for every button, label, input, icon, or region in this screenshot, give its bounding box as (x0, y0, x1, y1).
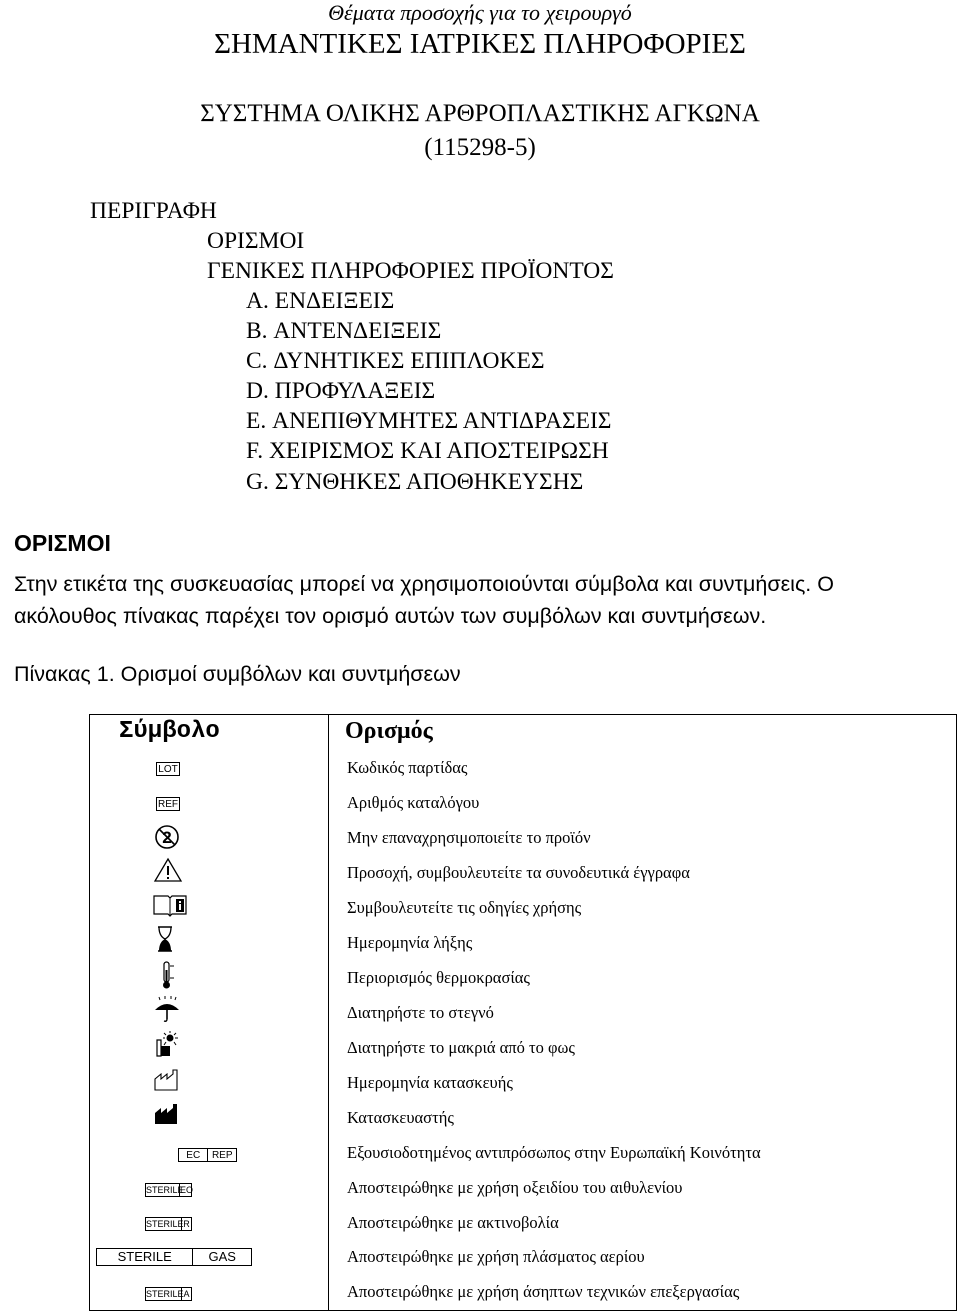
consult-instructions-icon (152, 893, 188, 917)
caution-triangle-icon (153, 857, 183, 883)
rep-label: REP (207, 1149, 236, 1161)
toc-item: B. ΑΝΤΕΝΔΕΙΞΕΙΣ (246, 318, 442, 344)
definition-text: Αποστειρώθηκε με χρήση πλάσματος αερίου (347, 1247, 645, 1266)
manufacturer-icon (153, 1102, 181, 1126)
column-header-symbol: Σύμβολο (119, 718, 220, 745)
definition-text: Ημερομηνία κατασκευής (347, 1073, 513, 1092)
definition-text: Κατασκευαστής (347, 1108, 454, 1127)
do-not-reuse-icon (154, 824, 180, 850)
table-caption: Πίνακας 1. Ορισμοί συμβόλων και συντμήσεων (14, 662, 461, 686)
lot-box-icon: LOT (156, 762, 180, 776)
definition-text: Αριθμός καταλόγου (347, 793, 480, 812)
a-label: A (181, 1288, 191, 1300)
definition-text: Προσοχή, συμβουλευτείτε τα συνοδευτικά έγγραφα (347, 863, 690, 882)
definition-text: Περιορισμός θερμοκρασίας (347, 968, 530, 987)
hourglass-icon (156, 925, 174, 953)
column-header-definition: Ορισμός (345, 718, 433, 744)
definition-text: Αποστειρώθηκε με ακτινοβολία (347, 1213, 559, 1232)
sterile-label: STERILE (146, 1289, 184, 1299)
toc-item: C. ΔΥΝΗΤΙΚΕΣ ΕΠΙΠΛΟΚΕΣ (246, 348, 545, 374)
symbols-table (89, 714, 957, 1311)
system-title: ΣΥΣΤΗΜΑ ΟΛΙΚΗΣ ΑΡΘΡΟΠΛΑΣΤΙΚΗΣ ΑΓΚΩΝΑ (200, 100, 760, 127)
thermometer-icon (158, 960, 176, 990)
section-heading: ΟΡΙΣΜΟΙ (14, 530, 111, 556)
definition-text: Ημερομηνία λήξης (347, 933, 473, 952)
definition-text: Διατηρήστε το μακριά από το φως (347, 1038, 575, 1057)
document-subtitle: Θέματα προσοχής για το χειρουργό (328, 0, 632, 25)
manufacture-date-icon (153, 1068, 181, 1092)
definition-text: Κωδικός παρτίδας (347, 758, 468, 777)
ec-rep-icon (178, 1148, 237, 1162)
document-title: ΣΗΜΑΝΤΙΚΕΣ ΙΑΤΡΙΚΕΣ ΠΛΗΡΟΦΟΡΙΕΣ (214, 28, 746, 60)
umbrella-icon (153, 995, 181, 1023)
definition-text: Αποστειρώθηκε με χρήση οξειδίου του αιθυλενίου (347, 1178, 683, 1197)
svg-text:2: 2 (162, 828, 172, 847)
toc-item: E. ΑΝΕΠΙΘΥΜΗΤΕΣ ΑΝΤΙΔΡΑΣΕΙΣ (246, 408, 612, 434)
definition-text: Διατηρήστε το στεγνό (347, 1003, 494, 1022)
ec-label: EC (186, 1150, 201, 1161)
ref-box-icon: REF (158, 799, 178, 810)
r-label: R (181, 1218, 191, 1230)
toc-definitions: ΟΡΙΣΜΟΙ (207, 228, 305, 254)
gas-label: GAS (192, 1249, 251, 1265)
toc-general: ΓΕΝΙΚΕΣ ΠΛΗΡΟΦΟΡΙΕΣ ΠΡΟΪΟΝΤΟΣ (207, 258, 614, 284)
toc-description: ΠΕΡΙΓΡΑΦΗ (90, 198, 217, 224)
paragraph-line: ακόλουθος πίνακας παρέχει τον ορισμό αυτών των συμβόλων και συντμήσεων. (14, 604, 767, 628)
toc-item: G. ΣΥΝΘΗΚΕΣ ΑΠΟΘΗΚΕΥΣΗΣ (246, 469, 584, 495)
paragraph-line: Στην ετικέτα της συσκευασίας μπορεί να χρησιμοποιούνται σύμβολα και συντμήσεις. Ο (14, 572, 834, 596)
sterile-label: STERILE (117, 1249, 172, 1264)
sterile-r-icon (145, 1217, 192, 1231)
sterile-label: STERILE (146, 1185, 184, 1195)
eo-label: EO (180, 1185, 194, 1195)
sterile-eo-icon (145, 1183, 192, 1197)
toc-item: A. ΕΝΔΕΙΞΕΙΣ (246, 288, 395, 314)
column-divider (328, 714, 329, 1311)
product-code: (115298-5) (424, 134, 536, 161)
toc-item: F. ΧΕΙΡΙΣΜΟΣ ΚΑΙ ΑΠΟΣΤΕΙΡΩΣΗ (246, 438, 609, 464)
toc-item: D. ΠΡΟΦΥΛΑΞΕΙΣ (246, 378, 436, 404)
sterile-gas-icon (96, 1248, 252, 1266)
keep-from-sunlight-icon (152, 1030, 182, 1058)
definition-text: Μην επαναχρησιμοποιείτε το προϊόν (347, 828, 591, 847)
definition-text: Συμβουλευτείτε τις οδηγίες χρήσης (347, 898, 582, 917)
definition-text: Αποστειρώθηκε με χρήση άσηπτων τεχνικών επεξεργασίας (347, 1282, 740, 1301)
definition-text: Εξουσιοδοτημένος αντιπρόσωπος στην Ευρωπαϊκή Κοινότητα (347, 1143, 761, 1162)
sterile-a-icon (145, 1287, 192, 1301)
sterile-label: STERILE (146, 1219, 184, 1229)
